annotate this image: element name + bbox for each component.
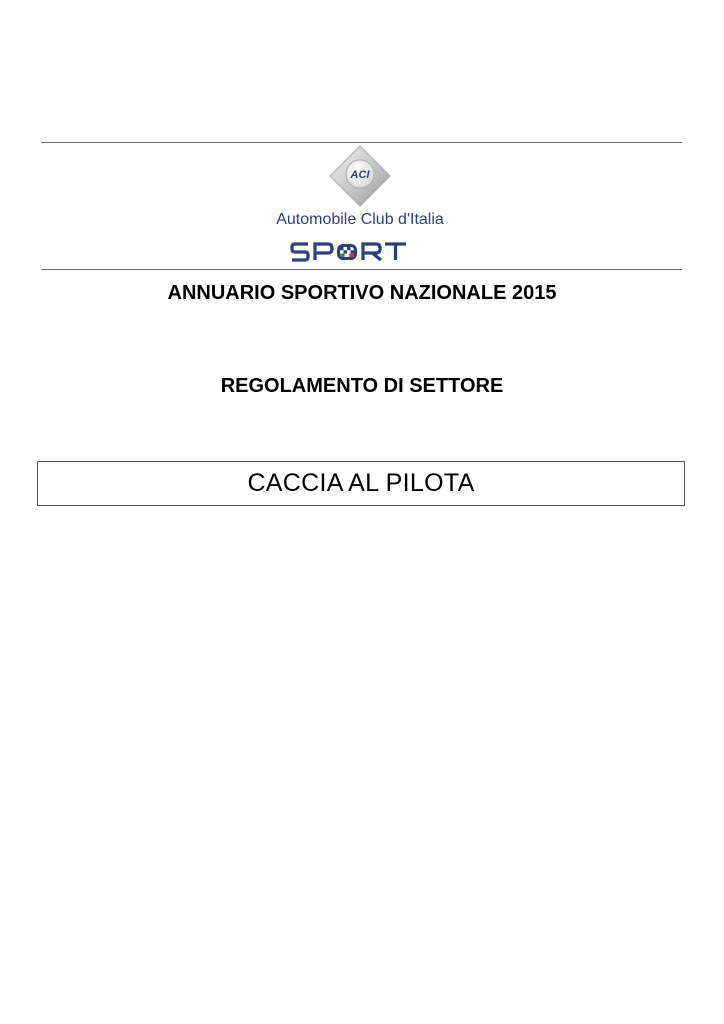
- sport-wordmark: [260, 145, 406, 260]
- section-title: REGOLAMENTO DI SETTORE: [220, 375, 504, 397]
- main-title: CACCIA AL PILOTA: [247, 469, 475, 497]
- club-name: Automobile Club d'Italia: [276, 211, 444, 228]
- top-divider: [41, 142, 682, 143]
- aci-emblem-icon: [260, 145, 460, 267]
- bottom-divider: [41, 269, 682, 270]
- aci-sport-logo: [260, 145, 460, 267]
- annuario-title: ANNUARIO SPORTIVO NAZIONALE 2015: [167, 282, 557, 304]
- main-title-box: [37, 461, 685, 506]
- svg-text:ACI: ACI: [350, 169, 370, 181]
- svg-text:SPORT: SPORT: [260, 145, 264, 146]
